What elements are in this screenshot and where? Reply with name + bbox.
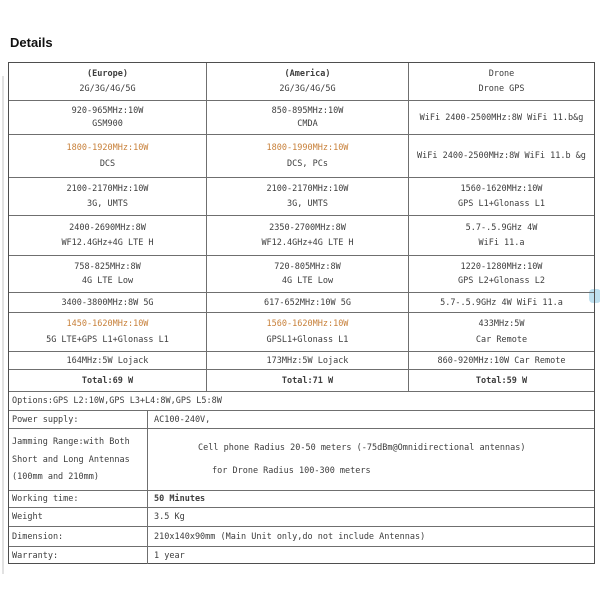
cell-america [207, 313, 409, 351]
freq-value: 164MHz:5W Lojack [66, 355, 149, 366]
freq-value: WiFi 2400-2500MHz:8W WiFi 11.b &g [417, 151, 586, 161]
total-america [207, 370, 409, 391]
freq-value-highlight: 1800-1920MHz:10W [66, 142, 149, 153]
header-europe-title: (Europe) [87, 69, 128, 79]
total-drone [409, 370, 594, 391]
freq-value: 850-895MHz:10W [271, 105, 344, 116]
band-label: GPS L2+Glonass L2 [458, 276, 545, 287]
options-text: Options:GPS L2:10W,GPS L3+L4:8W,GPS L5:8W [12, 396, 222, 406]
table-row [9, 101, 594, 135]
band-label: Car Remote [475, 334, 528, 345]
band-label: 4G LTE Low [81, 276, 134, 287]
freq-value: 5.7-.5.9GHz 4W [465, 222, 538, 233]
freq-value: WiFi 2400-2500MHz:8W WiFi 11.b&g [419, 112, 584, 123]
freq-value-highlight: 1560-1620MHz:10W [266, 319, 349, 330]
freq-value: 5.7-.5.9GHz 4W WiFi 11.a [440, 297, 563, 308]
total-value: Total:71 W [281, 375, 334, 386]
jamming-label-line: Jamming Range:with Both [12, 436, 130, 447]
jamming-label-line: Short and Long Antennas [12, 454, 130, 465]
band-label: WiFi 11.a [478, 238, 525, 249]
spec-value: AC100-240V, [154, 414, 211, 425]
cell-america [207, 352, 409, 369]
spec-label: Power supply: [9, 411, 148, 428]
cell-europe [9, 216, 207, 255]
freq-value: 2400-2690MHz:8W [69, 222, 146, 233]
band-label: GSM900 [92, 119, 123, 130]
spec-table [8, 62, 595, 564]
cell-europe [9, 101, 207, 134]
cell-drone [409, 101, 594, 134]
table-row [9, 293, 594, 313]
cell-drone [409, 293, 594, 312]
cell-europe [9, 256, 207, 292]
spec-label: Warranty: [9, 547, 148, 564]
table-row [9, 216, 594, 256]
cell-drone [409, 135, 594, 177]
cell-america [207, 101, 409, 134]
spec-row-power [9, 411, 594, 429]
cell-drone [409, 256, 594, 292]
freq-value: 433MHz:5W [478, 319, 525, 330]
freq-value-highlight: 1450-1620MHz:10W [66, 319, 149, 330]
band-label: 3G, UMTS [287, 199, 328, 209]
freq-value: 1220-1280MHz:10W [460, 261, 543, 272]
spec-value: 210x140x90mm (Main Unit only,do not include Antennas) [154, 531, 426, 542]
cell-drone [409, 313, 594, 351]
band-label: 4G LTE Low [281, 276, 334, 287]
page-edge-line [2, 76, 4, 574]
band-label: WF12.4GHz+4G LTE H [61, 238, 154, 249]
header-america-sub: 2G/3G/4G/5G [279, 84, 336, 94]
band-label: DCS [99, 159, 116, 170]
table-row [9, 256, 594, 293]
spec-label: Working time: [9, 491, 148, 507]
spec-row-working-time [9, 491, 594, 508]
spec-value [148, 429, 594, 490]
table-row [9, 313, 594, 352]
freq-value: 2100-2170MHz:10W [266, 184, 349, 194]
cell-europe [9, 293, 207, 312]
cell-drone [409, 352, 594, 369]
header-europe-sub: 2G/3G/4G/5G [79, 84, 136, 94]
freq-value: 3400-3800MHz:8W 5G [61, 297, 154, 308]
freq-value: 920-965MHz:10W [71, 105, 144, 116]
freq-value: 720-805MHz:8W [274, 261, 341, 272]
spec-value: 50 Minutes [154, 494, 206, 504]
band-label: 3G, UMTS [87, 199, 128, 209]
cell-america [207, 178, 409, 215]
cell-europe [9, 352, 207, 369]
table-header-row [9, 63, 594, 101]
header-drone [409, 63, 594, 100]
band-label: WF12.4GHz+4G LTE H [261, 238, 354, 249]
cell-america [207, 256, 409, 292]
cell-europe [9, 135, 207, 177]
table-row [9, 178, 594, 216]
spec-row-warranty [9, 547, 594, 564]
spec-value: 1 year [154, 550, 185, 561]
table-row [9, 352, 594, 370]
freq-value: 860-920MHz:10W Car Remote [437, 355, 566, 366]
freq-value: 173MHz:5W Lojack [266, 355, 349, 366]
options-row [9, 392, 594, 411]
header-drone-sub: Drone GPS [478, 84, 525, 94]
header-drone-title: Drone [488, 69, 515, 79]
cell-america [207, 216, 409, 255]
header-america-title: (America) [284, 69, 331, 79]
cell-europe [9, 178, 207, 215]
jamming-label-line: (100mm and 210mm) [12, 472, 99, 483]
freq-value: 1560-1620MHz:10W [460, 184, 543, 194]
jamming-value-line: Cell phone Radius 20-50 meters (-75dBm@Omnidirectional antennas) [198, 442, 526, 453]
freq-value: 2350-2700MHz:8W [269, 222, 346, 233]
spec-value: 3.5 Kg [154, 512, 185, 522]
freq-value: 617-652MHz:10W 5G [264, 297, 351, 308]
spec-row-weight [9, 508, 594, 527]
spec-label: Weight [9, 508, 148, 526]
freq-value: 2100-2170MHz:10W [66, 184, 149, 194]
band-label: DCS, PCs [287, 159, 328, 170]
spec-label [9, 429, 148, 490]
cell-america [207, 135, 409, 177]
band-label: GPSL1+Glonass L1 [266, 334, 349, 345]
cell-drone [409, 178, 594, 215]
cell-america [207, 293, 409, 312]
total-europe [9, 370, 207, 391]
cell-drone [409, 216, 594, 255]
header-europe [9, 63, 207, 100]
freq-value: 758-825MHz:8W [74, 261, 141, 272]
band-label: GPS L1+Glonass L1 [458, 199, 545, 209]
cell-europe [9, 313, 207, 351]
band-label: CMDA [297, 119, 318, 130]
header-america [207, 63, 409, 100]
total-value: Total:69 W [81, 375, 134, 386]
table-row [9, 135, 594, 178]
total-value: Total:59 W [475, 375, 528, 386]
band-label: 5G LTE+GPS L1+Glonass L1 [46, 334, 169, 345]
spec-label: Dimension: [9, 527, 148, 546]
jamming-value-line: for Drone Radius 100-300 meters [212, 466, 371, 477]
page-title: Details [10, 35, 53, 50]
spec-row-jamming [9, 429, 594, 491]
spec-row-dimension [9, 527, 594, 547]
freq-value-highlight: 1800-1990MHz:10W [266, 142, 349, 153]
table-totals-row [9, 370, 594, 392]
